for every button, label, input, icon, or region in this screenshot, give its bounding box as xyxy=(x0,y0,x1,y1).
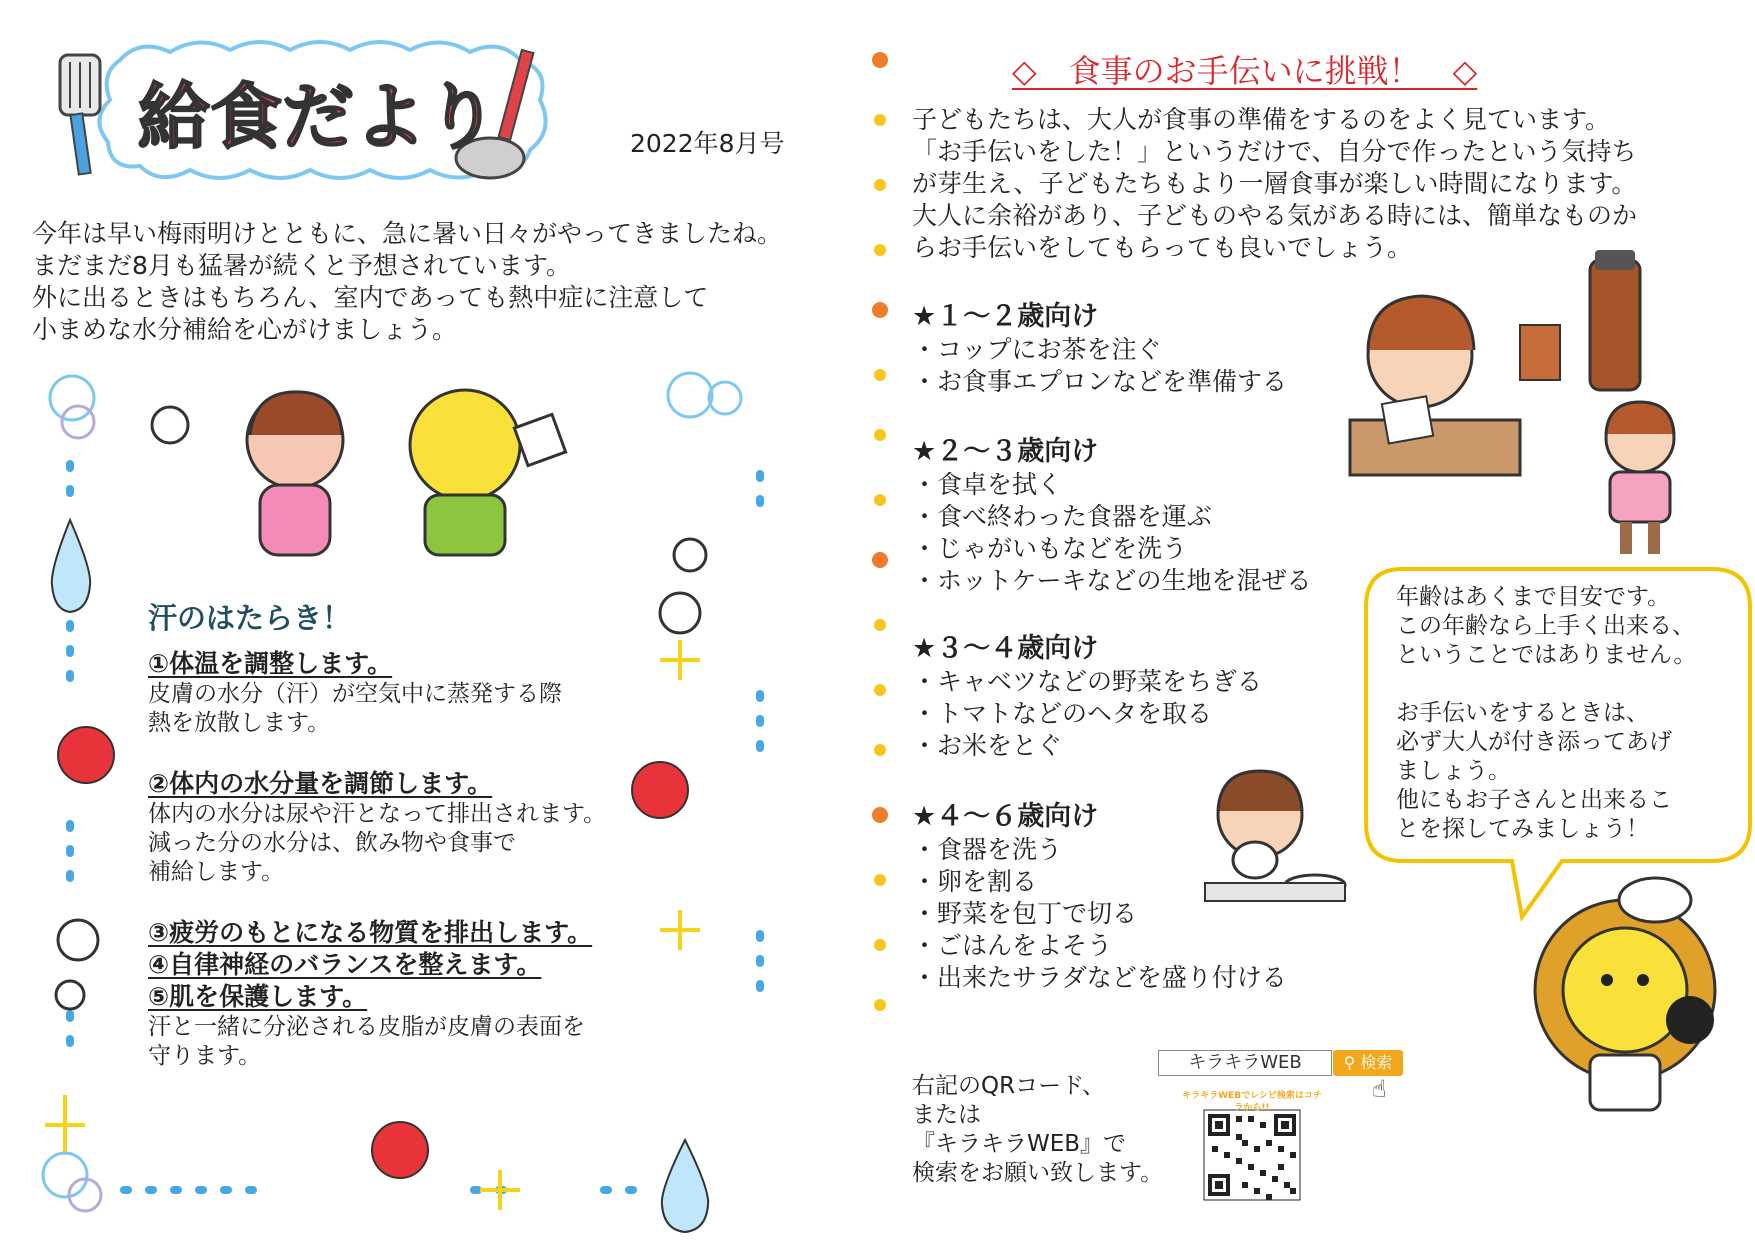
age-group-item: ・コップにお茶を注ぐ xyxy=(912,335,1162,364)
age-group-title: ★４～６歳向け xyxy=(912,801,1099,832)
search-button[interactable] xyxy=(1333,1050,1403,1076)
sweat-item-title: ①体温を調整します。 xyxy=(148,649,393,678)
search-bar[interactable] xyxy=(1158,1050,1403,1076)
search-input[interactable]: キラキラWEB xyxy=(1158,1050,1332,1076)
age-group-title: ★２～３歳向け xyxy=(912,436,1099,467)
age-group-item: ・食卓を拭く xyxy=(912,470,1063,499)
age-group-item: ・卵を割る xyxy=(912,867,1038,896)
age-group-title: ★１～２歳向け xyxy=(912,301,1099,332)
search-icon: ⚲ xyxy=(1343,1053,1356,1072)
title-logo xyxy=(50,30,590,190)
sweat-item-title: ④自律神経のバランスを整えます。 xyxy=(148,950,542,979)
margin-dots-decoration xyxy=(870,50,890,1020)
age-group-item: ・出来たサラダなどを盛り付ける xyxy=(912,963,1287,992)
sweat-item-title: ③疲労のもとになる物質を排出します。 xyxy=(148,918,593,947)
issue-date: 2022年8月号 xyxy=(630,129,785,158)
sweat-item-body: 汗と一緒に分泌される皮脂が皮膚の表面を 守ります。 xyxy=(148,1014,585,1069)
search-button-label: 検索 xyxy=(1360,1053,1393,1072)
spatula-icon xyxy=(60,55,100,175)
age-group-item: ・お食事エプロンなどを準備する xyxy=(912,367,1288,396)
qr-code[interactable] xyxy=(1182,1090,1322,1220)
age-group-item: ・食べ終わった食器を運ぶ xyxy=(912,502,1212,531)
age-group-item: ・キャベツなどの野菜をちぎる xyxy=(912,667,1263,696)
age-group-item: ・野菜を包丁で切る xyxy=(912,899,1138,928)
help-intro: 子どもたちは、大人が食事の準備をするのをよく見ています。 「お手伝いをした！」というだけで、自分で作ったという気持ち が芽生え、子どもたちもより一層食事が楽しい時間になります。 大人に余裕があり、子どものやる気がある時には、簡単なものか らお手伝いをしてもらっても良いでしょう。 xyxy=(912,105,1638,262)
sweat-heading: 汗のはたらき！ xyxy=(148,601,352,635)
sweat-items xyxy=(148,648,768,1071)
boy-washing-dishes-illustration xyxy=(1200,765,1350,905)
age-group-item: ・じゃがいもなどを洗う xyxy=(912,534,1188,563)
intro-paragraph xyxy=(32,218,832,346)
age-group-item: ・お米をとぐ xyxy=(912,731,1063,760)
sweat-item-body: 体内の水分は尿や汗となって排出されます。 減った分の水分は、飲み物や食事で 補給します。 xyxy=(148,801,607,885)
kids-drinking-illustration xyxy=(200,380,600,580)
title-text: 給食だより xyxy=(138,75,499,159)
girl-carrying-plate-illustration xyxy=(1580,398,1700,558)
intro-line: 外に出るときはもちろん、室内であっても熱中症に注意して xyxy=(32,283,709,312)
sweat-item-title: ⑤肌を保護します。 xyxy=(148,982,368,1011)
age-group-item: ・ホットケーキなどの生地を混ぜる xyxy=(912,566,1312,595)
age-group-item: ・食器を洗う xyxy=(912,835,1063,864)
age-group-3-4 xyxy=(912,632,1262,762)
advice-speech-bubble xyxy=(1362,565,1754,870)
sweat-item-title: ②体内の水分量を調節します。 xyxy=(148,769,493,798)
help-heading: ◇ 食事のお手伝いに挑戦！ ◇ xyxy=(1012,52,1478,90)
age-group-title: ★３～４歳向け xyxy=(912,633,1099,664)
qr-caption: キラキラWEBでレシピ検索はコチラから!! xyxy=(1182,1091,1322,1113)
intro-line: まだまだ8月も猛暑が続くと予想されています。 xyxy=(32,251,571,280)
age-group-item: ・トマトなどのヘタを取る xyxy=(912,699,1213,728)
sweat-item-body: 皮膚の水分（汗）が空気中に蒸発する際 熱を放散します。 xyxy=(148,681,562,736)
pointer-hand-icon: ☝ xyxy=(1372,1075,1387,1103)
intro-line: 小まめな水分補給を心がけましょう。 xyxy=(32,315,458,344)
bubble-text: 年齢はあくまで目安です。 この年齢なら上手く出来る、 ということではありません。 お手伝いをするときは、 必ず大人が付き添ってあげ ましょう。 他にもお子さんと出来るこ とを探してみましょう！ xyxy=(1396,584,1697,842)
lion-chef-mascot xyxy=(1525,870,1725,1120)
qr-instructions: 右記のQRコード、 または 『キラキラWEB』で 検索をお願い致します。 xyxy=(912,1073,1164,1186)
age-group-item: ・ごはんをよそう xyxy=(912,931,1113,960)
age-group-2-3 xyxy=(912,435,1312,597)
intro-line: 今年は早い梅雨明けとともに、急に暑い日々がやってきましたね。 xyxy=(32,219,783,248)
age-group-1-2 xyxy=(912,300,1287,398)
